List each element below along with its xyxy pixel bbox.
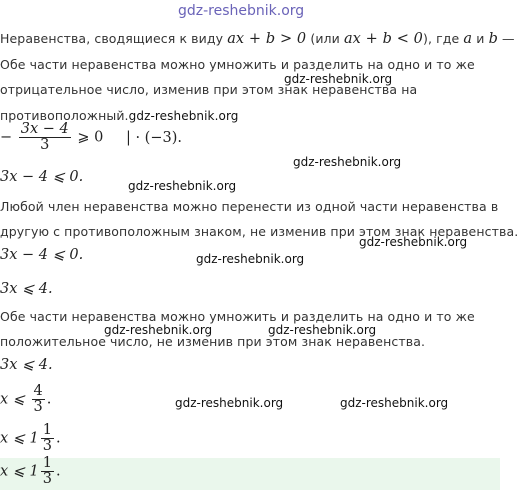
step6-denominator: 3: [33, 399, 43, 416]
watermark: gdz-reshebnik.org: [293, 155, 402, 169]
step1-denominator: 3: [40, 137, 50, 154]
rule1-line1: [0, 31, 515, 47]
rule1-form2: ax + b < 0: [343, 31, 424, 47]
step7-expression: [0, 423, 61, 454]
watermark: gdz-reshebnik.org: [196, 252, 305, 266]
step6-end: .: [46, 391, 52, 408]
step1-fraction: [19, 122, 71, 153]
step6-numerator: 4: [33, 383, 43, 399]
answer-numerator: 1: [42, 455, 53, 471]
rule3-line1: Обе части неравенства можно умножить и разделить на одно и то же: [0, 309, 475, 324]
watermark: gdz-reshebnik.org: [104, 323, 213, 337]
rule1-var-a: a: [463, 31, 473, 47]
rule1-line3: отрицательное число, изменив при этом знак неравенства на: [0, 82, 418, 97]
rule2-line1: Любой член неравенства можно перенести из одной части неравенства в: [0, 199, 499, 214]
rule1-tail: ), где: [423, 31, 460, 46]
step7-fraction: [41, 423, 54, 454]
step7-end: .: [56, 430, 61, 447]
step2-expression: 3x − 4 ⩽ 0.: [0, 169, 84, 185]
step1-numerator: 3x − 4: [20, 121, 69, 137]
step6-fraction: [32, 384, 45, 415]
step1-relation: ⩾ 0: [77, 129, 104, 146]
step6-expression: [0, 384, 51, 415]
watermark: gdz-reshebnik.org: [359, 235, 468, 249]
answer-fraction: [41, 456, 54, 487]
step7-numerator: 1: [42, 422, 53, 438]
watermark: gdz-reshebnik.org: [175, 396, 284, 410]
watermark: gdz-reshebnik.org: [128, 109, 239, 123]
answer-expression: [0, 456, 61, 487]
step4-expression: 3x ⩽ 4.: [0, 281, 53, 297]
rule1-var-b: b: [488, 31, 498, 47]
step1-operation: | · (−3).: [125, 129, 182, 146]
step3-expression: 3x − 4 ⩽ 0.: [0, 247, 84, 263]
watermark: gdz-reshebnik.org: [268, 323, 377, 337]
step7-denominator: 3: [42, 438, 53, 455]
rule1-and: и: [476, 31, 485, 46]
step5-expression: 3x ⩽ 4.: [0, 357, 53, 373]
answer-highlight: [0, 455, 500, 490]
rule1-mid: (или: [310, 31, 340, 46]
rule1-dash: —: [502, 31, 515, 46]
step7-lhs: x ⩽ 1: [0, 430, 39, 447]
rule3-line2: положительное число, не изменив при этом знак неравенства.: [0, 334, 426, 349]
answer-lhs: x ⩽ 1: [0, 463, 39, 480]
rule2-line2: другую с противоположным знаком, не изменив при этом знак неравенства.: [0, 224, 518, 239]
step1-minus: −: [0, 129, 13, 146]
step1-expression: [0, 122, 182, 153]
step6-lhs: x ⩽: [0, 391, 25, 408]
watermark: gdz-reshebnik.org: [284, 72, 393, 86]
rule1-line4-text: противоположный.: [0, 108, 129, 123]
watermark: gdz-reshebnik.org: [128, 179, 237, 193]
rule1-intro: Неравенства, сводящиеся к виду: [0, 31, 224, 46]
header-watermark[interactable]: gdz-reshebnik.org: [178, 3, 305, 19]
rule1-line2: Обе части неравенства можно умножить и разделить на одно и то же: [0, 57, 475, 72]
watermark: gdz-reshebnik.org: [340, 396, 449, 410]
answer-end: .: [56, 463, 61, 480]
answer-denominator: 3: [42, 471, 53, 488]
rule1-form1: ax + b > 0: [227, 31, 307, 47]
